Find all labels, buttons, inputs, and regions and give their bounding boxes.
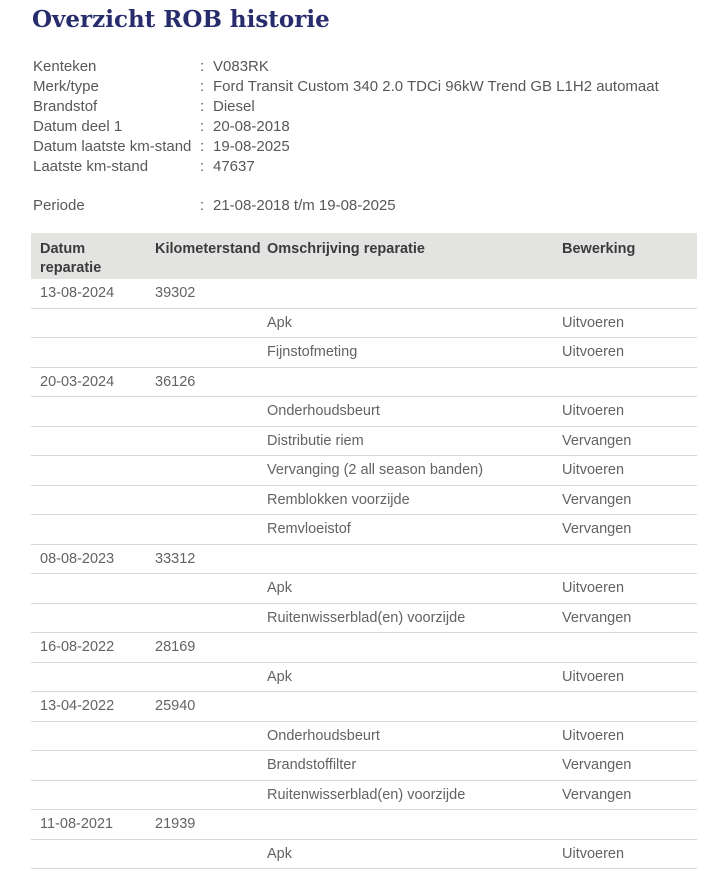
table-row-date <box>31 545 697 575</box>
detail-label: Datum deel 1 <box>33 118 123 135</box>
detail-label: Kenteken <box>33 58 97 75</box>
bewerking-cell: Vervangen <box>562 491 632 508</box>
kilometerstand-cell: 21939 <box>155 816 196 833</box>
bewerking-cell: Uitvoeren <box>562 462 625 479</box>
table-row-repair <box>31 840 697 870</box>
vehicle-details <box>33 57 725 177</box>
table-row-date <box>31 633 697 663</box>
kilometerstand-cell: 36126 <box>155 373 196 390</box>
kilometerstand-cell: 28169 <box>155 639 196 656</box>
omschrijving-cell: Onderhoudsbeurt <box>267 727 380 744</box>
column-header-bewerking: Bewerking <box>562 241 636 257</box>
table-row-repair <box>31 427 697 457</box>
detail-row <box>33 97 725 117</box>
bewerking-cell: Uitvoeren <box>562 845 625 862</box>
detail-value: Ford Transit Custom 340 2.0 TDCi 96kW Trend GB L1H2 automaat <box>213 78 659 95</box>
kilometerstand-cell: 33312 <box>155 550 196 567</box>
periode-colon: : <box>200 197 205 214</box>
bewerking-cell: Uitvoeren <box>562 403 625 420</box>
detail-label: Brandstof <box>33 98 98 115</box>
bewerking-cell: Vervangen <box>562 609 632 626</box>
table-row-repair <box>31 486 697 516</box>
rob-history-table <box>31 233 697 869</box>
table-row-repair <box>31 515 697 545</box>
omschrijving-cell: Brandstoffilter <box>267 757 357 774</box>
table-row-repair <box>31 604 697 634</box>
table-row-date <box>31 810 697 840</box>
datum-cell: 13-04-2022 <box>40 698 115 715</box>
detail-value: V083RK <box>213 58 269 75</box>
bewerking-cell: Vervangen <box>562 432 632 449</box>
omschrijving-cell: Apk <box>267 314 292 331</box>
table-row-repair <box>31 456 697 486</box>
column-header-omschrijving-reparatie: Omschrijving reparatie <box>267 241 425 257</box>
detail-colon: : <box>200 118 205 135</box>
table-row-repair <box>31 397 697 427</box>
omschrijving-cell: Fijnstofmeting <box>267 344 358 361</box>
table-row-repair <box>31 751 697 781</box>
table-row-repair <box>31 722 697 752</box>
detail-colon: : <box>200 58 205 75</box>
table-row-repair <box>31 574 697 604</box>
detail-row <box>33 157 725 177</box>
periode-value: 21-08-2018 t/m 19-08-2025 <box>213 197 396 214</box>
detail-row <box>33 117 725 137</box>
datum-cell: 16-08-2022 <box>40 639 115 656</box>
kilometerstand-cell: 25940 <box>155 698 196 715</box>
bewerking-cell: Uitvoeren <box>562 668 625 685</box>
table-header <box>31 233 697 279</box>
bewerking-cell: Vervangen <box>562 757 632 774</box>
omschrijving-cell: Ruitenwisserblad(en) voorzijde <box>267 786 466 803</box>
omschrijving-cell: Apk <box>267 845 292 862</box>
detail-row <box>33 137 725 157</box>
table-row-date <box>31 279 697 309</box>
column-header-datum-reparatie: Datum reparatie <box>40 241 102 276</box>
table-row-repair <box>31 309 697 339</box>
bewerking-cell: Uitvoeren <box>562 314 625 331</box>
table-row-date <box>31 692 697 722</box>
periode-label: Periode <box>33 197 85 214</box>
detail-value: 19-08-2025 <box>213 138 290 155</box>
datum-cell: 08-08-2023 <box>40 550 115 567</box>
column-header-kilometerstand: Kilometerstand <box>155 241 261 257</box>
bewerking-cell: Uitvoeren <box>562 580 625 597</box>
table-row-repair <box>31 338 697 368</box>
rob-history-page <box>0 5 725 874</box>
detail-label: Merk/type <box>33 78 99 95</box>
datum-cell: 13-08-2024 <box>40 285 115 302</box>
detail-value: 47637 <box>213 158 255 175</box>
omschrijving-cell: Onderhoudsbeurt <box>267 403 380 420</box>
detail-colon: : <box>200 158 205 175</box>
omschrijving-cell: Vervanging (2 all season banden) <box>267 462 484 479</box>
table-row-repair <box>31 781 697 811</box>
datum-cell: 11-08-2021 <box>40 816 114 833</box>
bewerking-cell: Vervangen <box>562 786 632 803</box>
page-title: Overzicht ROB historie <box>32 6 330 33</box>
omschrijving-cell: Remvloeistof <box>267 521 351 538</box>
detail-value: Diesel <box>213 98 255 115</box>
detail-label: Laatste km-stand <box>33 158 149 175</box>
bewerking-cell: Uitvoeren <box>562 727 625 744</box>
detail-label: Datum laatste km-stand <box>33 138 192 155</box>
omschrijving-cell: Remblokken voorzijde <box>267 491 410 508</box>
periode-row <box>33 196 725 216</box>
omschrijving-cell: Apk <box>267 580 292 597</box>
table-row-date <box>31 368 697 398</box>
bewerking-cell: Uitvoeren <box>562 344 625 361</box>
detail-colon: : <box>200 98 205 115</box>
periode-section <box>33 196 725 216</box>
table-body <box>31 279 697 869</box>
omschrijving-cell: Distributie riem <box>267 432 364 449</box>
bewerking-cell: Vervangen <box>562 521 632 538</box>
detail-colon: : <box>200 138 205 155</box>
table-row-repair <box>31 663 697 693</box>
kilometerstand-cell: 39302 <box>155 285 196 302</box>
omschrijving-cell: Ruitenwisserblad(en) voorzijde <box>267 609 466 626</box>
detail-colon: : <box>200 78 205 95</box>
detail-row <box>33 57 725 77</box>
detail-row <box>33 77 725 97</box>
detail-value: 20-08-2018 <box>213 118 290 135</box>
datum-cell: 20-03-2024 <box>40 373 115 390</box>
omschrijving-cell: Apk <box>267 668 292 685</box>
